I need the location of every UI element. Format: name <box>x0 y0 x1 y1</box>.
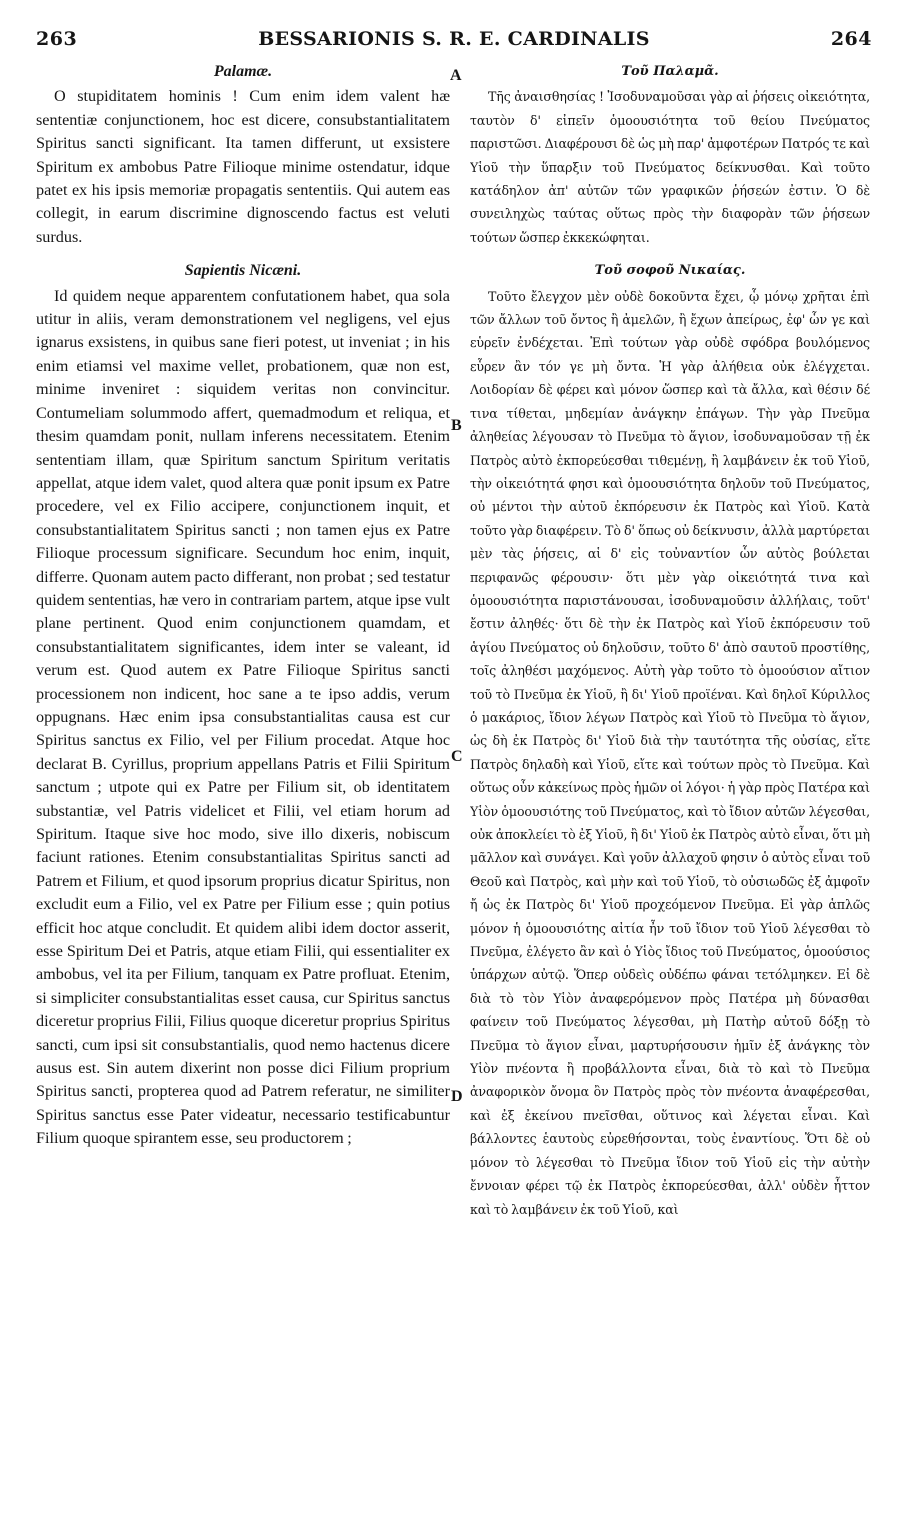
latin-paragraph: Id quidem neque apparentem confutationem habet, qua sola utitur in aliis, veram demonstrationem vel negligens, vel ejus ignarus exsistens, in quibus sane fieri potest, ut inveniat ; in his enim etiamsi vel maxime vellet, probationem, quæ non est, minime inveniret : siquidem veritas non convincitur. Contumeliam solummodo affert, quemadmodum et reliqua, et thesim quamdam ponit, nullam inferens necessitatem. Etenim sententiam illam, quæ Spiritum sanctum Spiritum veritatis appellat, atque idem valet, quod altera quæ ponit ipsum ex Patre procedere, vel ex Filio accipere, conjunctionem inquit, et consubstantialitatem Spiritus sancti ; non tamen ejus ex Patre Filioque processum significare. Secundum hoc enim, inquit, differre. Quonam autem pacto differant, non probat ; sed testatur quidem sententias, hæ vero in contrariam partem, atque ipse vult plane pertinent. Quod enim conjunctionem quamdam, et consubstantialitatem significantes, idem inter se valeant, id verum est. Quod autem ex Patre Filioque Spiritus sancti processionem non indicent, hoc sane a te ipso addis, verum oppugnans. Hæc enim ipsa consubstantialitas causa est cur Spiritus sanctus ex Filio, vel per Filium procedat. Atque hoc declarat B. Cyrillus, proprium appellans Patris et Filii Spiritum sanctum ; utpote qui ex Patre per Filium sit, ob identitatem substantiæ, vel Patris videlicet et Filii, vel etiam horum ad Spiritum. Itaque sive hoc modo, sive illo dixeris, nobiscum faciunt rationes. Etenim consubstantialitas Spiritus sancti ad Patrem et Filium, et quod ipsorum proprius dicatur Spiritus, non excludit eum a Filio, vel ex Patre per Filium esse ; quin potius efficit hoc atque concludit. Et quidem alibi idem doctor asserit, esse Spiritum Dei et Patris, atque etiam Filii, qui essentialiter ex ambobus, vel ita per Filium, tanquam ex Patre profluat. Etenim, si simpliciter consubstantialitas esset causa, cur Spiritus sanctus diceretur proprius Filii, Filius quoque diceretur proprius Spiritus sancti, cum ipsi sit consubstantialis, quod nemo hactenus dicere ausus est. Sin autem dixerint non posse dici Filium proprium Spiritus sancti, propterea quod ad Patrem referatur, ne similiter Spiritus sanctus esse Pater videatur, necessario testificabuntur Filium quoque spirantem esse, seu productorem ; <box>36 286 450 1148</box>
margin-letter-a: A <box>450 67 462 84</box>
greek-column <box>470 60 870 1530</box>
greek-section-title: Τοῦ Παλαμᾶ. <box>621 64 719 79</box>
greek-paragraph: Τοῦτο ἔλεγχον μὲν οὐδὲ δοκοῦντα ἔχει, ᾧ μόνῳ χρῆται ἐπὶ τῶν ἄλλων τοῦ ὄντος ἢ ἀμελῶν, ἢ ἔχων ἀπείρως, ἐφ' ὧν γε καὶ εὑρεῖν ἐνδέχεται. Ἐπὶ τούτων γὰρ οὐδὲ σφόδρα βουλόμενος εὗρεν ἂν τόν γε μὴ ὄντα. Ἡ γὰρ ἀλήθεια οὐκ ἐλέγχεται. Λοιδορίαν δὲ φέρει καὶ μόνον ὥσπερ καὶ τὰ ἄλλα, καὶ θέσιν δέ τινα τίθεται, μηδεμίαν ἀνάγκην ἐπάγων. Τὴν γὰρ Πνεῦμα ἀληθείας λέγουσαν τὸ Πνεῦμα τὸ ἅγιον, ἰσοδυναμοῦσαν τῇ ἐκ Πατρὸς αὐτὸ ἐκπορεύεσθαι τιθεμένῃ, ἢ λαμβάνειν ἐκ τοῦ Υἱοῦ, τὴν οἰκειότητά φησι καὶ ὁμοουσιότητα δηλοῦν τοῦ Πνεύματος, οὐ μέντοι τὴν αὐτοῦ ἐκπόρευσιν ἐκ Πατρὸς καὶ Υἱοῦ. Κατὰ τοῦτο γὰρ διαφέρειν. Τὸ δ' ὅπως οὐ δείκνυσιν, ἀλλὰ μαρτύρεται μὲν τὰς ῥήσεις, αἱ δ' εἰς τοὐναντίον ὧν αὐτὸς βούλεται περιφανῶς φέρουσιν· ὅτι μὲν γὰρ οἰκειότητά τινα καὶ ὁμοουσιότητα παριστάνουσαι, ἰσοδυναμοῦσιν ἀλλήλαις, τοῦτ' ἔστιν ἀληθές· ὅτι δὲ τὴν ἐκ Πατρὸς καὶ Υἱοῦ ἐκπόρευσιν τοῦ ἁγίου Πνεύματος οὐ δηλοῦσιν, τοῦτο δ' ἀπὸ σαυτοῦ προστίθης, τοῖς ἀληθέσι μαχόμενος. Αὐτὴ γὰρ τοῦτο τὸ ὁμοούσιον αἴτιον τοῦ τὸ Πνεῦμα ἐκ Υἱοῦ, ἢ δι' Υἱοῦ προϊέναι. Καὶ δηλοῖ Κύριλλος ὁ μακάριος, ἴδιον λέγων Πατρὸς καὶ Υἱοῦ τὸ Πνεῦμα τὸ ἅγιον, ὡς δὴ ἐκ Πατρὸς δι' Υἱοῦ διὰ τὴν ταυτότητα τῆς οὐσίας, εἴτε Πατρὸς δηλαδὴ καὶ Υἱοῦ, εἴτε καὶ τούτων πρὸς τὸ Πνεῦμα. Καὶ οὕτως οὖν κἀκείνως πρὸς ἡμῶν οἱ λόγοι· ἡ γὰρ πρὸς Πατέρα καὶ Υἱὸν ὁμοουσιότης τοῦ Πνεύματος, καὶ τὸ ἴδιον αὐτῶν λέγεσθαι, οὐκ ἀποκλείει τὸ ἐξ Υἱοῦ, ἢ δι' Υἱοῦ ἐκ Πατρὸς αὐτὸ εἶναι, ὅτι μὴ μᾶλλον καὶ συνάγει. Καὶ γοῦν ἀλλαχοῦ φησιν ὁ αὐτὸς εἶναι τοῦ Θεοῦ καὶ Πατρὸς, καὶ μὴν καὶ τοῦ Υἱοῦ, τὸ οὐσιωδῶς ἐξ ἀμφοῖν ἤ ὡς ἐκ Πατρὸς δι' Υἱοῦ προχεόμενον Πνεῦμα. Εἰ γὰρ ἁπλῶς μόνον ἡ ὁμοουσιότης αἰτία ἦν τοῦ ἴδιον τοῦ Υἱοῦ λέγεσθαι τὸ Πνεῦμα, ἐλέγετο ἂν καὶ ὁ Υἱὸς ἴδιος τοῦ Πνεύματος, ὁμοούσιος ὑπάρχων αὐτῷ. Ὅπερ οὐδεὶς οὐδέπω φάναι τετόλμηκεν. Εἰ δὲ διὰ τὸ τὸν Υἱὸν ἀναφερόμενον πρὸς Πατέρα μὴ δύνασθαι φαίνειν τοῦ Πνεύματος λέγεσθαι, μὴ Πατὴρ αὐτοῦ δόξῃ τὸ Πνεῦμα τὸ ἅγιον εἶναι, μαρτυρήσουσιν ἡμῖν ἐξ ἀνάγκης τὸν Υἱὸν πνέοντα ἢ προβάλλοντα εἶναι, διὰ τὸ καὶ τὸ Πνεῦμα ἀναφορικὸν ὄνομα ὂν Πατρὸς πρὸς τὸν πνέοντα ἀναφέρεσθαι, καὶ ἐξ ἐκείνου πνεῖσθαι, οὕτινος καὶ λέγεται εἶναι. Καὶ βάλλοντες ἑαυτοὺς εὐρεθήσονται, τοὺς ἐναντίους. Ὅτι δὲ οὐ μόνον τὸ λέγεσθαι τὸ Πνεῦμα ἴδιον τοῦ Υἱοῦ εἰς τὴν αὐτὴν ἔννοιαν φέρει τῷ ἐκ Πατρὸς ἐκπορεύεσθαι, ἀλλ' οὐδὲν ἧττον καὶ τὸ λαμβάνειν ἐκ τοῦ Υἱοῦ, καὶ <box>470 288 870 1217</box>
greek-paragraph: Τῆς ἀναισθησίας ! Ἰσοδυναμοῦσαι γὰρ αἱ ῥήσεις οἰκειότητα, ταυτὸν δ' εἰπεῖν ὁμοουσιότητα τοῦ θείου Πνεύματος παριστῶσι. Διαφέρουσι δὲ ὡς μὴ παρ' ἀμφοτέρων Πατρός τε καὶ Υἱοῦ τὴν ὕπαρξιν τοῦ Πνεύματος δείκνυσθαι. Καὶ τοῦτο κατάδηλον ἀπ' αὐτῶν τῶν γραφικῶν ῥήσεών ἐστιν. Ὁ δὲ συνειληχὼς ταύτας οὕτως πρὸς τὴν διαφορὰν τῶν ῥήσεων τούτων ὥσπερ ἐκκεκώφηται. <box>470 89 870 245</box>
running-title: BESSARIONIS S. R. E. CARDINALIS <box>258 28 650 50</box>
page-number-right: 264 <box>830 28 872 50</box>
latin-section-title: Sapientis Nicæni. <box>184 262 302 280</box>
page-header <box>36 28 872 56</box>
margin-letter-d: D <box>451 1088 463 1105</box>
latin-section-title: Palamæ. <box>213 63 273 80</box>
page-number-left: 263 <box>36 28 78 50</box>
margin-letter-b: B <box>451 417 462 434</box>
latin-column <box>36 60 450 1530</box>
latin-paragraph: O stupiditatem hominis ! Cum enim idem valent hæ sententiæ conjunctionem, hoc est dicere, consubstantialitatem Spiritus sancti significant. Ita tamen differunt, ut exsistere Spiritum ex ambobus Patre Filioque minime ostendatur, idque patet ex his ipsis memoriæ propagatis sententiis. Qui autem eas collegit, in earum discrimine dignoscendo factus est veluti surdus. <box>36 87 450 246</box>
margin-letter-c: C <box>451 748 463 765</box>
greek-section-title: Τοῦ σοφοῦ Νικαίας. <box>594 263 746 279</box>
